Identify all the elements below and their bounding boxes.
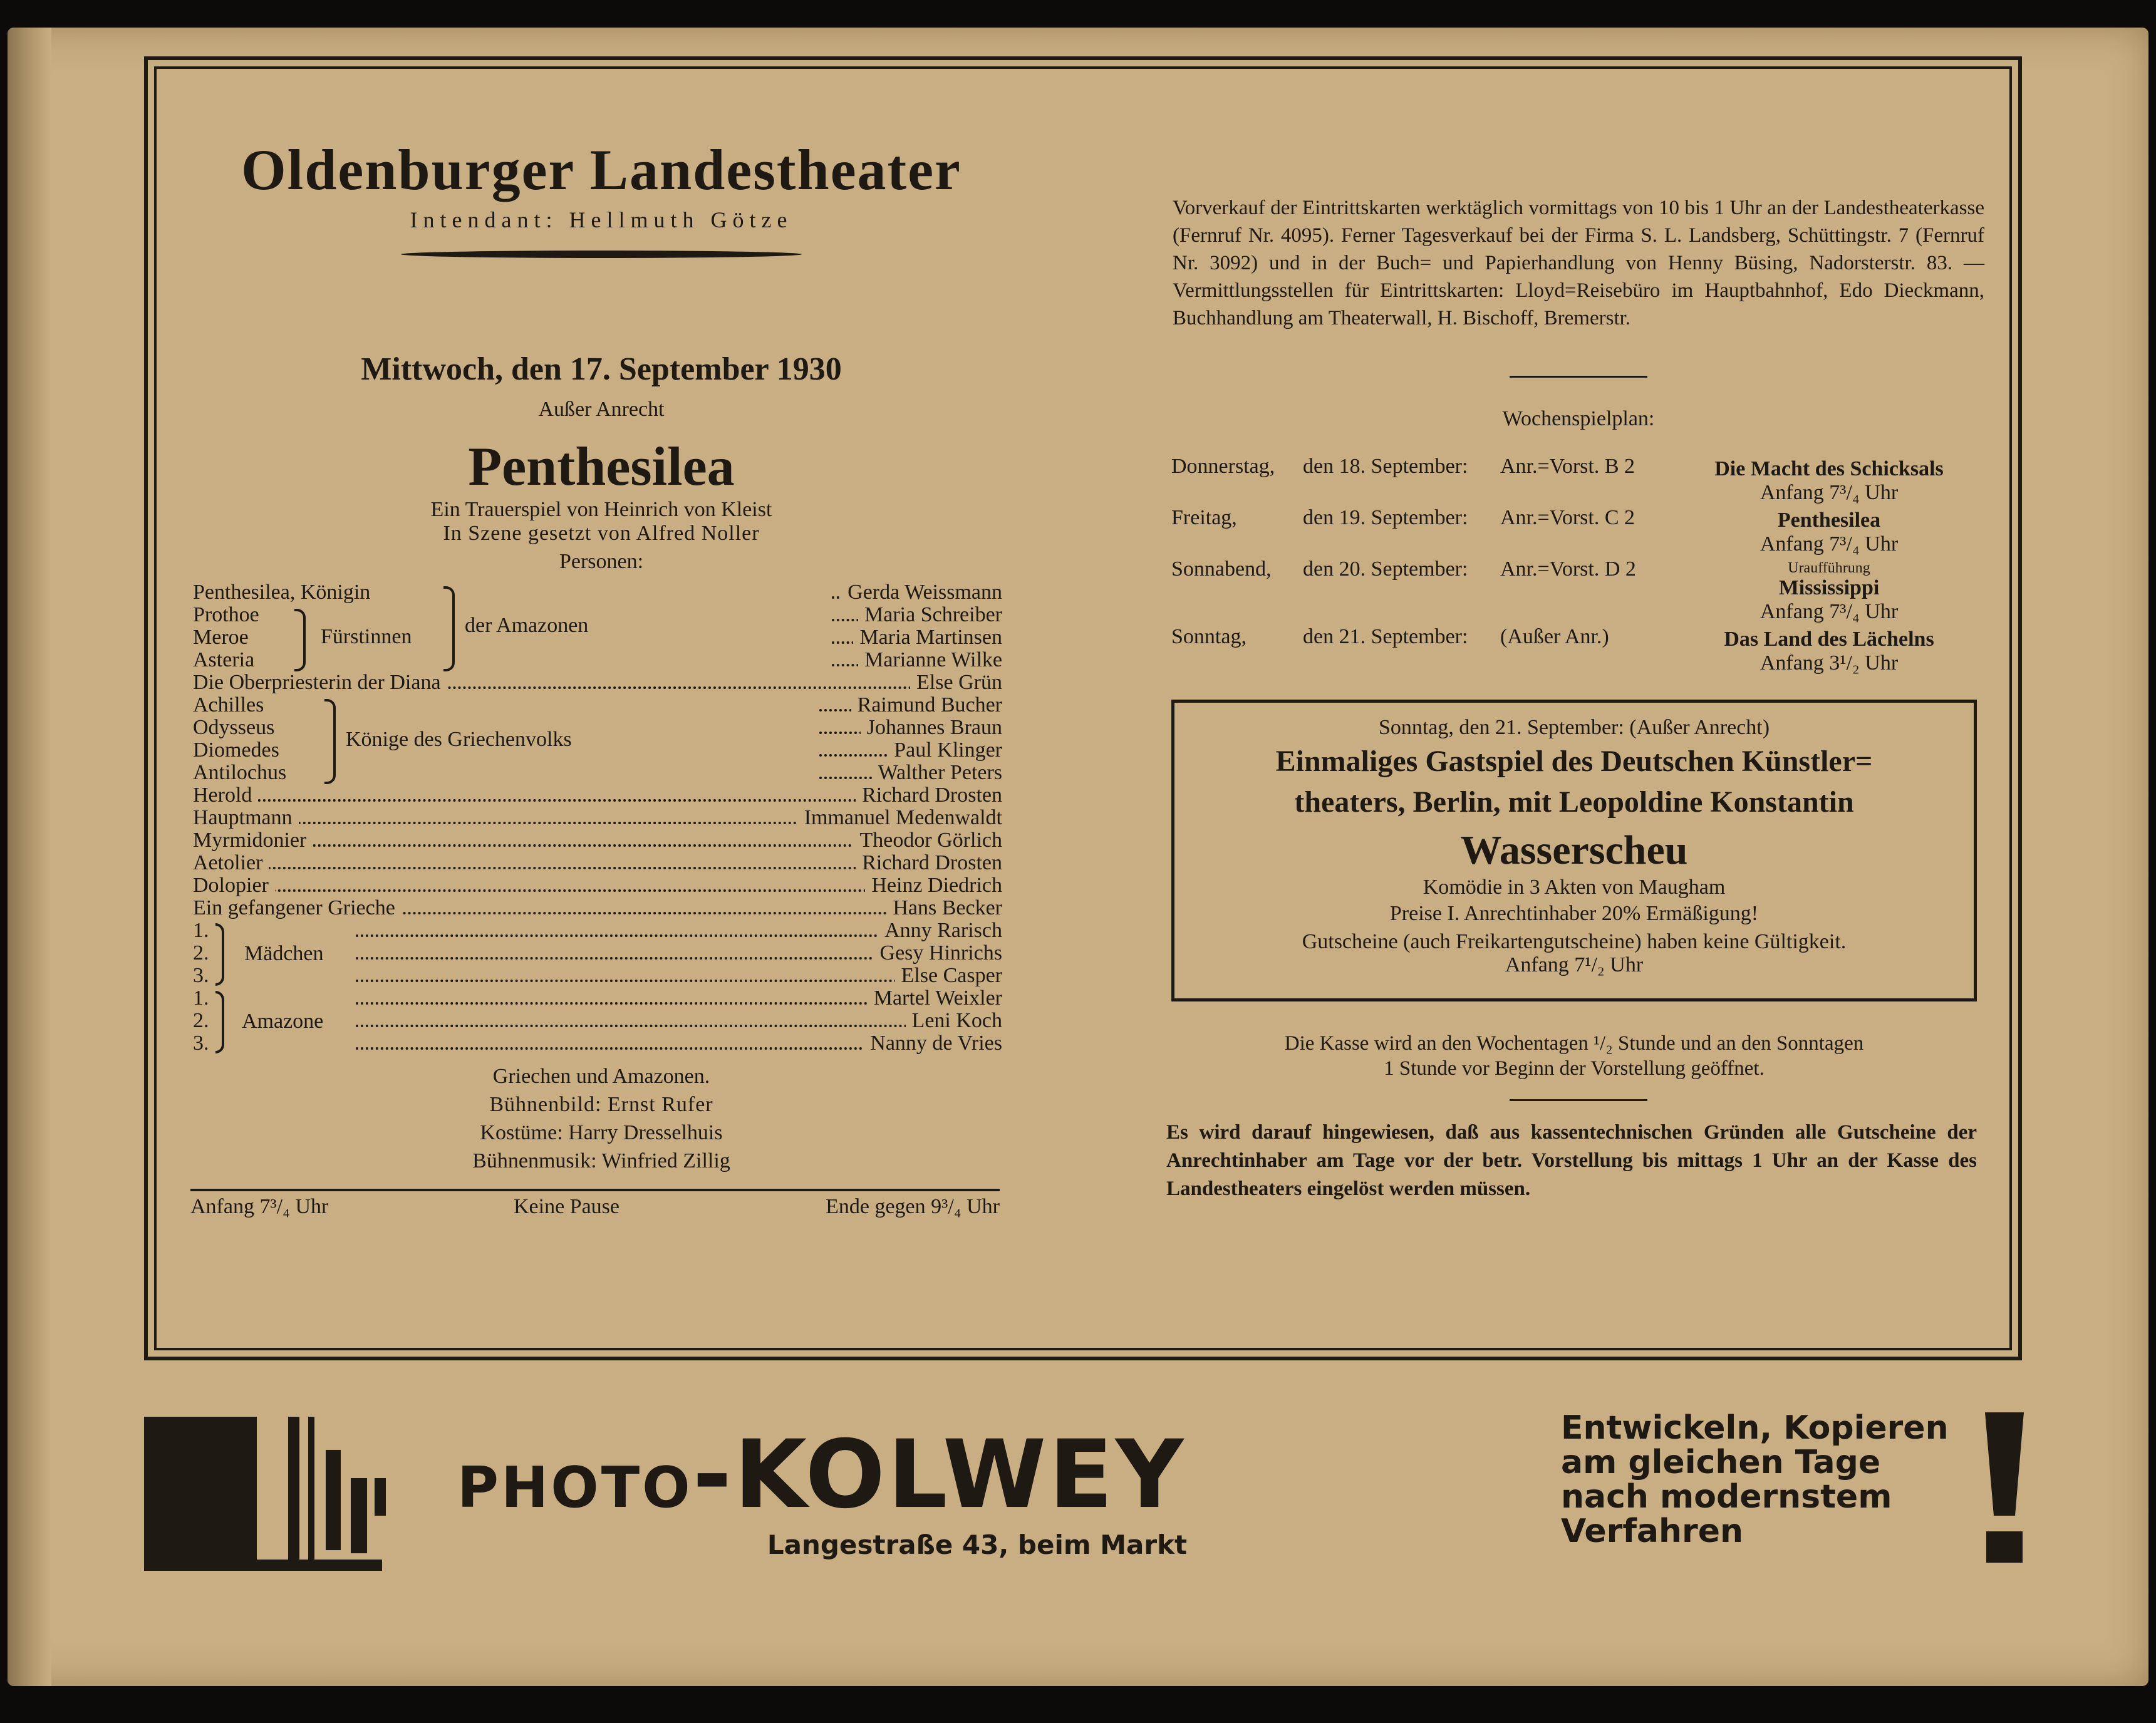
personen-label: Personen:	[559, 550, 644, 573]
guest-date: Sonntag, den 21. September: (Außer Anrecht)	[1378, 716, 1770, 739]
cast-role: 1.	[193, 919, 215, 942]
cast-row	[193, 784, 1002, 807]
schedule-day: Freitag,	[1171, 506, 1237, 529]
cast-role: Achilles	[193, 694, 270, 717]
play-subtitle: Ein Trauerspiel von Heinrich von Kleist	[430, 498, 772, 521]
exclamation-icon	[1982, 1412, 2026, 1563]
cast-row	[193, 649, 1002, 671]
cast-row	[193, 919, 1002, 942]
music-credit: Bühnenmusik: Winfried Zillig	[472, 1149, 730, 1172]
schedule-date: den 18. September:	[1303, 455, 1468, 478]
brace-koenige	[324, 699, 336, 784]
box-office-hours-line1: Die Kasse wird an den Wochentagen ¹/₂ Stunde und an den Sonntagen	[1284, 1032, 1864, 1055]
schedule-start: Anfang 7³/₄ Uhr	[1760, 481, 1899, 504]
cast-role: Die Oberpriesterin der Diana	[193, 671, 447, 694]
schedule-date: den 19. September:	[1303, 506, 1468, 529]
guest-announcement-line2: theaters, Berlin, mit Leopoldine Konstantin	[1294, 785, 1854, 819]
cast-actor: Else Grün	[910, 671, 1002, 694]
costume-credit: Kostüme: Harry Dresselhuis	[480, 1121, 723, 1144]
theatre-name: Oldenburger Landestheater	[241, 138, 961, 202]
cast-role: Dolopier	[193, 874, 275, 897]
schedule-subscription: Anr.=Vorst. B 2	[1500, 455, 1635, 478]
cast-actor: Walther Peters	[872, 762, 1002, 784]
subscription-note: Außer Anrecht	[538, 398, 665, 421]
schedule-subscription: Anr.=Vorst. C 2	[1500, 506, 1635, 529]
schedule-start: Anfang 3¹/₂ Uhr	[1760, 651, 1899, 675]
guest-price-note: Preise I. Anrechtinhaber 20% Ermäßigung!	[1389, 902, 1759, 925]
ad-tagline-3: nach modernstem	[1561, 1478, 1892, 1516]
schedule-play: Mississippi	[1778, 576, 1880, 599]
cast-role: 1.	[193, 987, 215, 1010]
ad-address: Langestraße 43, beim Markt	[767, 1529, 1188, 1560]
guest-start-time: Anfang 7¹/₂ Uhr	[1505, 953, 1644, 976]
direction-credit: In Szene gesetzt von Alfred Noller	[443, 522, 760, 545]
ad-tagline-2: am gleichen Tage	[1561, 1444, 1881, 1481]
divider-rule	[1510, 1099, 1647, 1101]
ad-tagline-1: Entwickeln, Kopieren	[1561, 1409, 1949, 1447]
cast-row	[193, 1032, 1002, 1055]
ad-brand-kolwey: -KOLWEY	[692, 1420, 1186, 1529]
cast-role: Odysseus	[193, 717, 281, 739]
stage-design-credit: Bühnenbild: Ernst Rufer	[489, 1093, 713, 1116]
cast-row	[193, 762, 1002, 784]
cast-role: Hauptmann	[193, 807, 299, 829]
ad-tagline-4: Verfahren	[1561, 1513, 1743, 1550]
schedule-subscription: (Außer Anr.)	[1500, 625, 1609, 648]
schedule-date: den 20. September:	[1303, 557, 1468, 581]
cast-row	[193, 897, 1002, 919]
cast-actor: Johannes Braun	[861, 717, 1002, 739]
cast-actor: Richard Drosten	[856, 784, 1002, 807]
cast-actor: Immanuel Medenwaldt	[798, 807, 1002, 829]
schedule-day: Sonnabend,	[1171, 557, 1272, 581]
cast-actor: Nanny de Vries	[864, 1032, 1002, 1055]
cast-actor: Leni Koch	[906, 1010, 1002, 1032]
cast-role: Diomedes	[193, 739, 286, 762]
cast-role: Ein gefangener Grieche	[193, 897, 402, 919]
page-gutter	[8, 28, 51, 1686]
cast-row	[193, 581, 1002, 604]
cast-actor: Raimund Bucher	[851, 694, 1002, 717]
cast-role: 2.	[193, 1010, 215, 1032]
schedule-start: Anfang 7³/₄ Uhr	[1760, 600, 1899, 623]
ad-brand-photo: PHOTO	[457, 1455, 693, 1521]
guest-play-subtitle: Komödie in 3 Akten von Maugham	[1423, 876, 1726, 899]
cast-row	[193, 987, 1002, 1010]
end-time: Ende gegen 9³/₄ Uhr	[826, 1195, 1000, 1218]
brace-amazonen	[443, 586, 455, 671]
schedule-start: Anfang 7³/₄ Uhr	[1760, 532, 1899, 556]
cast-row	[193, 852, 1002, 874]
cast-role: 3.	[193, 965, 215, 987]
cast-row	[193, 604, 1002, 626]
start-time: Anfang 7³/₄ Uhr	[190, 1195, 329, 1218]
schedule-play: Penthesilea	[1777, 509, 1881, 532]
divider-rule	[1510, 376, 1647, 378]
cast-role: Herold	[193, 784, 258, 807]
cast-role: Asteria	[193, 649, 261, 671]
cast-actor: Gerda Weissmann	[841, 581, 1002, 604]
weekly-schedule-heading: Wochenspielplan:	[1502, 407, 1655, 430]
cast-actor: Martel Weixler	[868, 987, 1002, 1010]
box-office-hours-line2: 1 Stunde vor Beginn der Vorstellung geöffnet.	[1384, 1057, 1765, 1080]
ensemble-line: Griechen und Amazonen.	[492, 1065, 710, 1088]
group-label-fuerstinnen: Fürstinnen	[321, 625, 412, 648]
voucher-notice: Es wird darauf hingewiesen, daß aus kassentechnischen Gründen alle Gutscheine der Anrechtinhaber am Tage vor der betr. Vorstellung bis mittags 1 Uhr an der Kasse des Landestheaters eingelöst werden müssen.	[1166, 1121, 1977, 1200]
guest-announcement-line1: Einmaliges Gastspiel des Deutschen Künstler=	[1275, 745, 1873, 778]
cast-row	[193, 874, 1002, 897]
cast-actor: Heinz Diedrich	[865, 874, 1002, 897]
brace-fuerstinnen	[294, 609, 306, 671]
cast-actor: Maria Schreiber	[858, 604, 1002, 626]
pause-note: Keine Pause	[514, 1195, 620, 1218]
cast-actor: Richard Drosten	[856, 852, 1002, 874]
guest-play-title: Wasserscheu	[1460, 827, 1688, 873]
cast-row	[193, 671, 1002, 694]
group-label-koenige: Könige des Griechenvolks	[346, 728, 572, 751]
group-label-amazonen: der Amazonen	[465, 614, 589, 637]
cast-role: Aetolier	[193, 852, 269, 874]
cast-row	[193, 739, 1002, 762]
cast-row	[193, 694, 1002, 717]
cast-role: Antilochus	[193, 762, 293, 784]
cast-role: Meroe	[193, 626, 255, 649]
cast-role: Penthesilea, Königin	[193, 581, 376, 604]
ad-brand-name	[457, 1420, 1472, 1529]
cast-actor: Marianne Wilke	[858, 649, 1002, 671]
cast-row	[193, 829, 1002, 852]
cast-actor: Paul Klinger	[888, 739, 1002, 762]
schedule-subscription: Anr.=Vorst. D 2	[1500, 557, 1636, 581]
cast-actor: Else Casper	[895, 965, 1002, 987]
cast-role: Prothoe	[193, 604, 266, 626]
performance-date: Mittwoch, den 17. September 1930	[361, 351, 842, 387]
cast-role: 3.	[193, 1032, 215, 1055]
advance-sale-info: Vorverkauf der Eintrittskarten werktäglich vormittags von 10 bis 1 Uhr an der Landestheaterkasse (Fernruf Nr. 4095). Ferner Tagesverkauf bei der Firma S. L. Landsberg, Schüttingstr. 7 (Fernruf Nr. 3092) und in der Buch= und Papierhandlung von Henny Büsing, Nadorsterstr. 83. — Vermittlungsstellen für Eintrittskarten: Lloyd=Reisebüro im Hauptbahnhof, Edo Dieckmann, Buchhandlung am Theaterwall, H. Bischoff, Bremerstr.	[1173, 197, 1984, 329]
guest-voucher-note: Gutscheine (auch Freikartengutscheine) haben keine Gültigkeit.	[1302, 930, 1847, 953]
cast-row	[193, 965, 1002, 987]
intendant-line: Intendant: Hellmuth Götze	[410, 207, 793, 232]
schedule-premiere-note: Uraufführung	[1788, 560, 1870, 576]
photo-kolwey-logo-icon	[144, 1415, 395, 1572]
cast-row	[193, 717, 1002, 739]
cast-role: 2.	[193, 942, 215, 965]
group-label-amazone: Amazone	[242, 1010, 329, 1033]
schedule-day: Donnerstag,	[1171, 455, 1275, 478]
cast-role: Myrmidonier	[193, 829, 313, 852]
cast-actor: Theodor Görlich	[853, 829, 1002, 852]
schedule-play: Die Macht des Schicksals	[1714, 457, 1944, 480]
cast-actor: Maria Martinsen	[853, 626, 1002, 649]
schedule-date: den 21. September:	[1303, 625, 1468, 648]
cast-actor: Hans Becker	[886, 897, 1002, 919]
footer-rule	[190, 1189, 1000, 1191]
cast-row	[193, 626, 1002, 649]
group-label-maedchen: Mädchen	[244, 942, 330, 966]
cast-row	[193, 807, 1002, 829]
title-rule	[401, 251, 802, 258]
schedule-day: Sonntag,	[1171, 625, 1246, 648]
schedule-play: Das Land des Lächelns	[1724, 628, 1934, 651]
cast-actor: Anny Rarisch	[878, 919, 1002, 942]
play-title: Penthesilea	[468, 437, 735, 497]
cast-actor: Gesy Hinrichs	[874, 942, 1002, 965]
